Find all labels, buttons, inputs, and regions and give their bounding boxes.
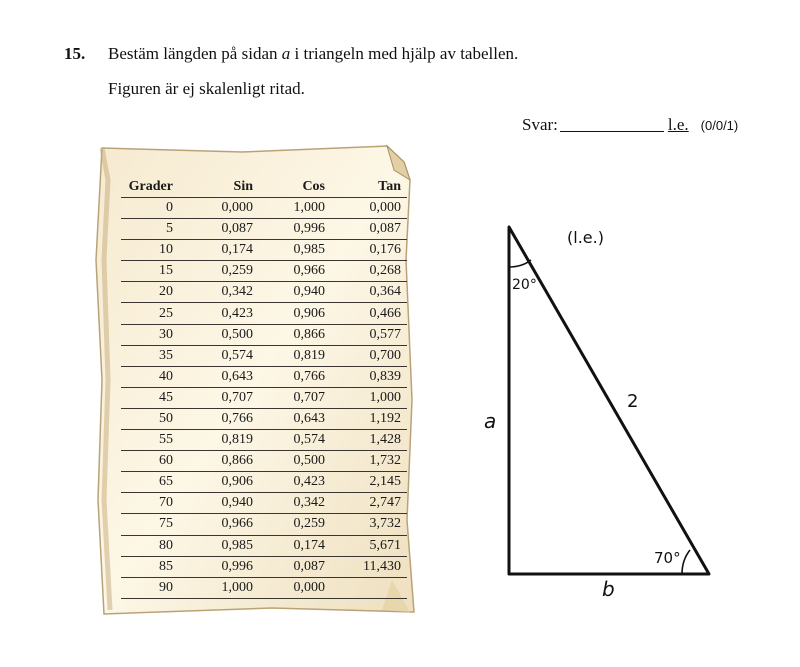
parchment-table (92, 140, 422, 620)
table-cell: 0,839 (331, 366, 407, 387)
table-cell: 1,192 (331, 408, 407, 429)
table-cell: 0,574 (259, 430, 331, 451)
table-row (121, 514, 407, 535)
table-cell: 3,732 (331, 514, 407, 535)
table-cell: 1,428 (331, 430, 407, 451)
table-cell: 0,574 (179, 345, 259, 366)
question-text-before: Bestäm längden på sidan (108, 44, 282, 63)
table-row (121, 219, 407, 240)
table-cell: 85 (121, 556, 179, 577)
table-row (121, 198, 407, 219)
table-row (121, 577, 407, 598)
table-cell: 0,577 (331, 324, 407, 345)
table-cell: 5 (121, 219, 179, 240)
table-cell: 11,430 (331, 556, 407, 577)
table-cell: 0,985 (179, 535, 259, 556)
table-cell: 70 (121, 493, 179, 514)
table-cell: 0,966 (179, 514, 259, 535)
table-row (121, 303, 407, 324)
table-cell: 0,342 (259, 493, 331, 514)
top-angle-label: 20° (512, 277, 537, 293)
table-cell: 45 (121, 387, 179, 408)
table-cell: 0,259 (179, 261, 259, 282)
table-row (121, 261, 407, 282)
bottom-angle-label: 70° (654, 549, 681, 567)
table-row (121, 324, 407, 345)
triangle-shape (509, 227, 709, 574)
table-cell: 75 (121, 514, 179, 535)
table-cell: 2,145 (331, 472, 407, 493)
table-cell: 1,732 (331, 451, 407, 472)
table-cell: 0,500 (259, 451, 331, 472)
table-cell: 0,466 (331, 303, 407, 324)
table-cell: 2,747 (331, 493, 407, 514)
table-cell: 0,268 (331, 261, 407, 282)
table-cell: 0,087 (331, 219, 407, 240)
table-cell: 0,423 (179, 303, 259, 324)
table-row (121, 556, 407, 577)
answer-label: Svar: (522, 115, 558, 134)
table-cell: 0,000 (259, 577, 331, 598)
table-cell: 1,000 (331, 387, 407, 408)
header-sin: Sin (179, 177, 259, 198)
table-cell: 10 (121, 240, 179, 261)
table-cell: 0,643 (179, 366, 259, 387)
table-row (121, 493, 407, 514)
table-cell: 0,174 (179, 240, 259, 261)
table-cell: 0,996 (259, 219, 331, 240)
header-cos: Cos (259, 177, 331, 198)
table-cell: 0,866 (179, 451, 259, 472)
table-row (121, 535, 407, 556)
side-a-label: a (484, 409, 497, 433)
table-cell: 80 (121, 535, 179, 556)
question-variable: a (281, 44, 291, 63)
table-cell: 30 (121, 324, 179, 345)
table-cell: 1,000 (259, 198, 331, 219)
triangle-svg (470, 215, 750, 605)
table-row (121, 366, 407, 387)
table-cell: 1,000 (179, 577, 259, 598)
table-cell: 0,766 (259, 366, 331, 387)
table-cell: 0,087 (259, 556, 331, 577)
table-cell: 0,643 (259, 408, 331, 429)
table-cell: 0,940 (259, 282, 331, 303)
table-cell: 0,866 (259, 324, 331, 345)
table-cell: 65 (121, 472, 179, 493)
table-cell: 0,766 (179, 408, 259, 429)
table-cell: 40 (121, 366, 179, 387)
table-cell: 0,906 (179, 472, 259, 493)
table-cell: 0 (121, 198, 179, 219)
answer-line[interactable] (560, 113, 664, 132)
table-cell: 0,966 (259, 261, 331, 282)
table-cell: 0,174 (259, 535, 331, 556)
table-body (121, 198, 407, 599)
table-cell: 20 (121, 282, 179, 303)
table-cell: 0,819 (179, 430, 259, 451)
question-number: 15. (64, 44, 86, 63)
answer-unit: l.e. (667, 115, 689, 134)
table-cell: 0,000 (179, 198, 259, 219)
question-text-after: i triangeln med hjälp av tabellen. (290, 44, 519, 63)
header-grader: Grader (121, 177, 179, 198)
table-cell: 50 (121, 408, 179, 429)
table-row (121, 387, 407, 408)
table-cell: 25 (121, 303, 179, 324)
table-cell: 0,364 (331, 282, 407, 303)
table-row (121, 408, 407, 429)
table-row (121, 430, 407, 451)
side-b-label: b (602, 577, 615, 601)
table-row (121, 240, 407, 261)
table-row (121, 345, 407, 366)
trig-table (121, 177, 407, 599)
bottom-angle-arc (682, 550, 690, 574)
table-cell: 0,700 (331, 345, 407, 366)
table-cell: 0,176 (331, 240, 407, 261)
table-cell: 0,906 (259, 303, 331, 324)
table-cell: 0,423 (259, 472, 331, 493)
table-cell: 0,996 (179, 556, 259, 577)
triangle-figure (470, 215, 750, 605)
header-tan: Tan (331, 177, 407, 198)
table-row (121, 282, 407, 303)
table-cell: 90 (121, 577, 179, 598)
table-cell: 0,707 (179, 387, 259, 408)
table-cell: 0,940 (179, 493, 259, 514)
answer-row (522, 113, 738, 135)
table-cell: 0,259 (259, 514, 331, 535)
table-cell: 0,342 (179, 282, 259, 303)
table-cell: 0,500 (179, 324, 259, 345)
unit-label: (l.e.) (567, 228, 604, 247)
question-note: Figuren är ej skalenligt ritad. (108, 79, 305, 98)
answer-points: (0/0/1) (700, 118, 739, 133)
table-cell: 0,000 (331, 198, 407, 219)
table-cell: 55 (121, 430, 179, 451)
table-row (121, 472, 407, 493)
table-cell: 35 (121, 345, 179, 366)
hypotenuse-label: 2 (627, 391, 639, 412)
question-text (108, 44, 518, 64)
table-cell: 15 (121, 261, 179, 282)
table-cell: 0,087 (179, 219, 259, 240)
table-cell: 5,671 (331, 535, 407, 556)
table-row (121, 451, 407, 472)
table-cell: 0,819 (259, 345, 331, 366)
table-cell: 60 (121, 451, 179, 472)
table-cell: 0,707 (259, 387, 331, 408)
table-cell (331, 577, 407, 598)
table-header-row (121, 177, 407, 198)
table-cell: 0,985 (259, 240, 331, 261)
